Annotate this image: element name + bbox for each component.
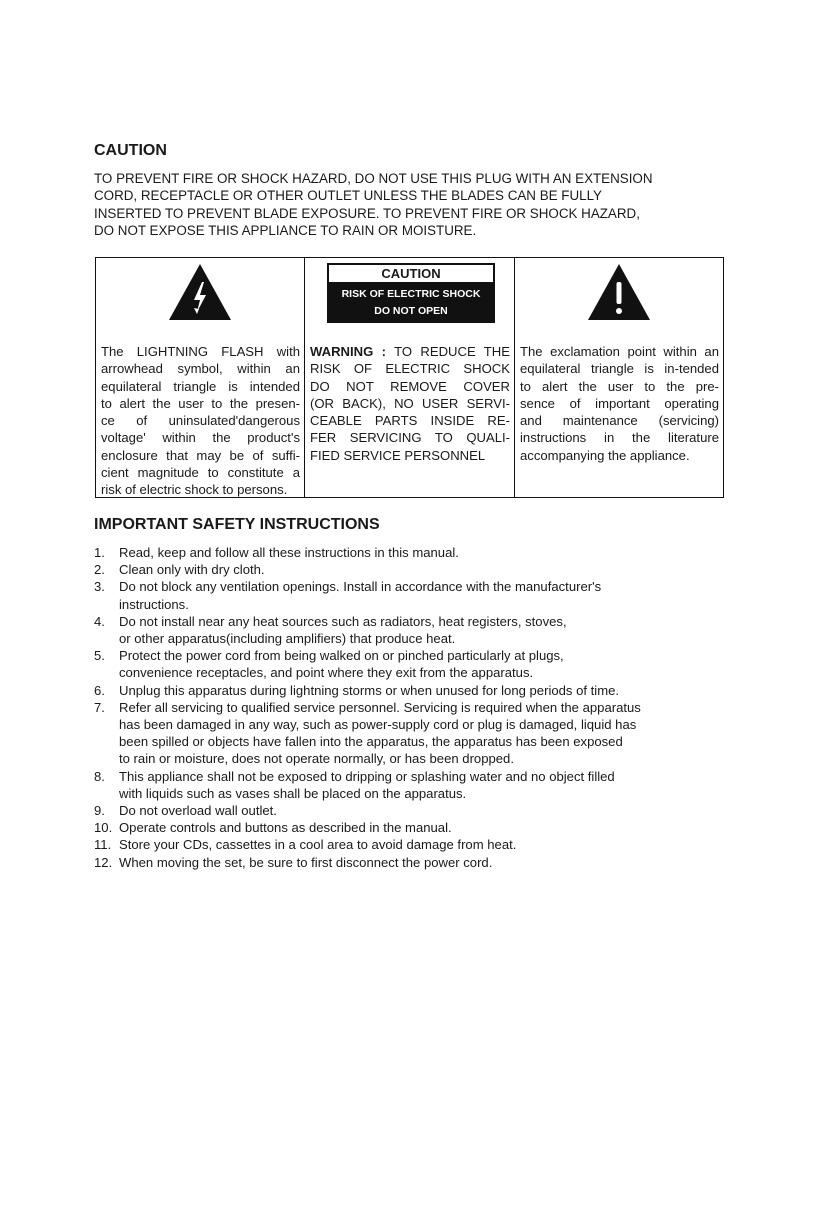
caution-text: TO PREVENT FIRE OR SHOCK HAZARD, DO NOT USE THIS PLUG WITH AN EXTENSION CORD, RECEPTACLE OR OTHER OUTLET UNLESS THE BLADES CAN BE FULLY INSERTED TO PREVENT BLADE EXPOSURE. TO PREVENT FIRE OR SHOCK HAZARD, DO NOT EXPOSE THIS APPLIANCE TO RAIN OR MOISTURE. [94,171,653,238]
safety-instructions-heading: IMPORTANT SAFETY INSTRUCTIONS [94,516,380,533]
left-text-line: cient magnitude to constitute a [101,465,300,481]
right-text-line: and maintenance (servicing) [520,413,719,429]
list-item-text: Do not install near any heat sources such as radiators, heat registers, stoves, or other apparatus(including amplifiers) that produce heat. [119,613,567,647]
right-text-line: sence of important operating [520,395,719,411]
list-item-text: Do not block any ventilation openings. Install in accordance with the manufacturer's instructions. [119,579,602,612]
list-item-number: 12. [94,854,113,870]
exclamation-description [520,343,719,464]
center-text-line: FER SERVICING TO QUALI- [310,430,510,446]
caution-heading: CAUTION [94,142,167,159]
right-text-line: accompanying the appliance. [520,447,690,463]
warning-first-line: TO REDUCE THE [386,344,510,359]
left-text-line: enclosure that may be of suffi- [101,447,300,463]
lightning-warning-icon [167,262,233,322]
exclamation-cell [515,258,723,497]
left-text-line: to alert the user to the presen- [101,395,300,411]
left-text-line: arrowhead symbol, within an [101,361,300,377]
exclamation-warning-icon [586,262,652,322]
list-item-text: Store your CDs, cassettes in a cool area to avoid damage from heat. [119,837,517,853]
list-item-number: 7. [94,699,105,715]
list-item [94,768,734,802]
warning-symbols-table [95,257,724,498]
list-item-number: 1. [94,545,105,560]
list-item [94,561,734,578]
list-item-number: 4. [94,613,105,629]
list-item-number: 5. [94,648,105,664]
list-item-text: When moving the set, be sure to first disconnect the power cord. [119,854,493,870]
center-text-line [310,343,510,360]
list-item-number: 2. [94,562,105,578]
right-text-line: The exclamation point within an [520,344,719,359]
center-text-line: FIED SERVICE PERSONNEL [310,447,486,463]
list-item [94,682,734,699]
list-item-text: Unplug this apparatus during lightning storms or when unused for long periods of time. [119,682,620,698]
warning-word: WARNING : [310,344,386,359]
left-text-line: risk of electric shock to persons. [101,482,288,498]
warning-description [310,343,510,464]
list-item-number: 8. [94,768,105,784]
list-item [94,578,734,612]
list-item [94,836,734,853]
safety-instructions-list [94,544,734,871]
caution-label-cell [305,258,515,497]
caution-label-line-2: DO NOT OPEN [374,305,448,317]
list-item [94,544,734,561]
left-text-line: The LIGHTNING FLASH with [101,344,300,359]
left-text-line: equilateral triangle is intended [101,378,300,394]
list-item [94,699,734,768]
list-item [94,819,734,836]
right-text-line: to alert the user to the pre- [520,378,719,394]
lightning-description [101,343,300,499]
list-item-text: This appliance shall not be exposed to dripping or splashing water and no object filled with liquids such as vases shall be placed on the apparatus. [119,768,615,801]
list-item-number: 10. [94,820,113,836]
center-text-line: DO NOT REMOVE COVER [310,378,510,394]
caution-label [327,263,495,323]
center-text-line: CEABLE PARTS INSIDE RE- [310,413,510,429]
list-item-text: Protect the power cord from being walked on or pinched particularly at plugs, convenience receptacles, and point where they exit from the apparatus. [119,648,564,681]
list-item-number: 6. [94,682,105,698]
caution-label-line-1: RISK OF ELECTRIC SHOCK [341,288,481,300]
list-item-text: Clean only with dry cloth. [119,562,265,578]
center-text-line: (OR BACK), NO USER SERVI- [310,395,510,411]
center-text-line: RISK OF ELECTRIC SHOCK [310,361,510,377]
caution-label-title: CAUTION [327,263,495,284]
list-item-text: Operate controls and buttons as described in the manual. [119,820,452,836]
left-text-line: ce of uninsulated'dangerous [101,413,300,429]
list-item [94,613,734,647]
list-item [94,647,734,681]
list-item [94,802,734,819]
list-item-text: Read, keep and follow all these instructions in this manual. [119,545,459,560]
list-item [94,854,734,871]
list-item-number: 3. [94,579,105,595]
left-text-line: voltage' within the product's [101,430,300,446]
list-item-number: 11. [94,837,112,853]
list-item-text: Do not overload wall outlet. [119,803,277,819]
list-item-number: 9. [94,803,105,819]
right-text-line: equilateral triangle is in-tended [520,361,719,377]
right-text-line: instructions in the literature [520,430,719,446]
caution-label-body [327,284,495,323]
lightning-cell [96,258,305,497]
list-item-text: Refer all servicing to qualified service personnel. Servicing is required when the apparatus has been damaged in any way, such as power-supply cord or plug is damaged, liquid has been spilled or objects have fallen into the apparatus, the apparatus has been exposed to rain or moisture, does not operate normally, or has been dropped. [119,699,641,767]
